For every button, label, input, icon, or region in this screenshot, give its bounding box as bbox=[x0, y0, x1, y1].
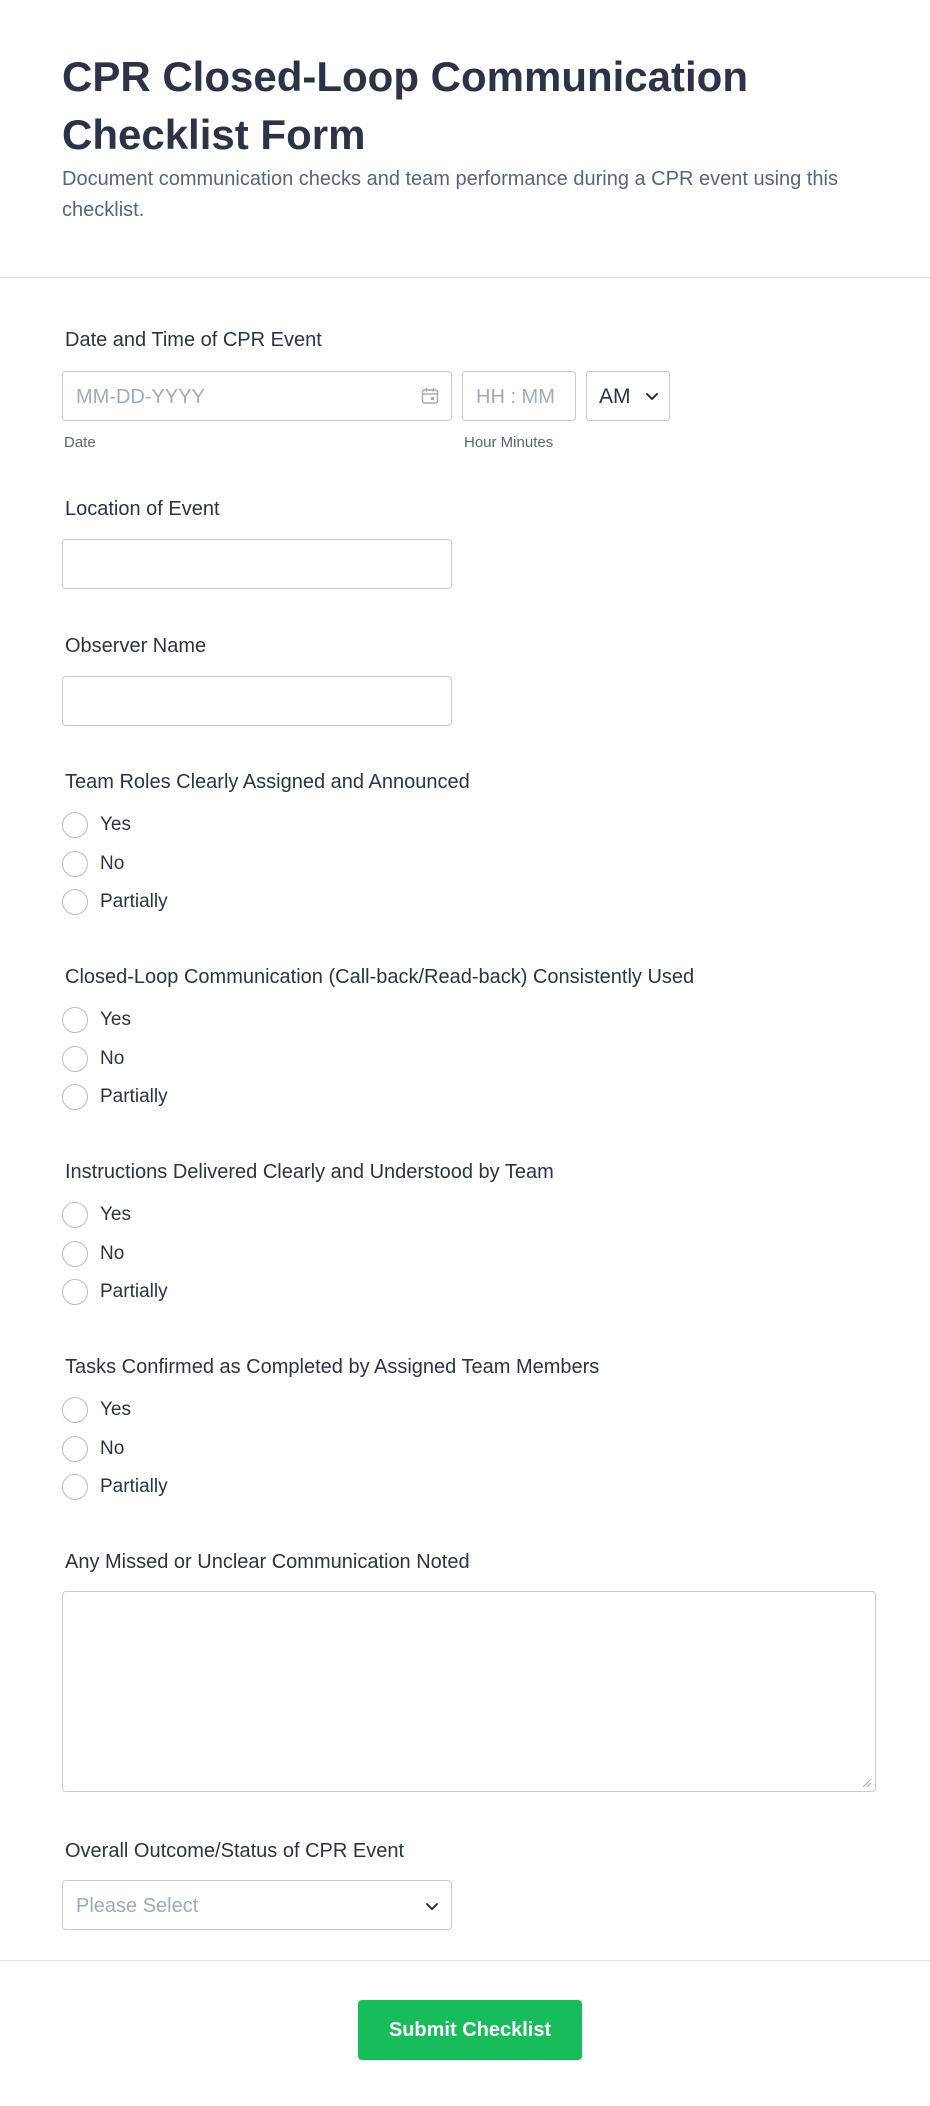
radio-label: Yes bbox=[100, 1204, 131, 1225]
datetime-label: Date and Time of CPR Event bbox=[65, 329, 322, 351]
radio-button[interactable] bbox=[62, 1474, 88, 1500]
radio-label: No bbox=[100, 853, 125, 874]
resize-handle-icon[interactable] bbox=[862, 1778, 872, 1788]
form-header bbox=[0, 0, 930, 278]
radio-button[interactable] bbox=[62, 812, 88, 838]
submit-checklist-button[interactable]: Submit Checklist bbox=[358, 2000, 582, 2060]
form-title: CPR Closed-Loop Communication Checklist Form bbox=[62, 53, 748, 158]
missed-communication-textarea[interactable] bbox=[62, 1591, 876, 1792]
time-placeholder: HH : MM bbox=[476, 386, 555, 408]
radio-button[interactable] bbox=[62, 1436, 88, 1462]
observer-name-input[interactable] bbox=[62, 676, 452, 726]
outcome-placeholder: Please Select bbox=[76, 1895, 199, 1917]
outcome-label: Overall Outcome/Status of CPR Event bbox=[65, 1840, 405, 1862]
location-label: Location of Event bbox=[65, 498, 220, 520]
radio-button[interactable] bbox=[62, 1241, 88, 1267]
question-instructions-label: Instructions Delivered Clearly and Understood by Team bbox=[65, 1161, 554, 1183]
ampm-value: AM bbox=[599, 385, 631, 408]
radio-label: Yes bbox=[100, 1009, 131, 1030]
observer-label: Observer Name bbox=[65, 635, 207, 657]
date-placeholder: MM-DD-YYYY bbox=[76, 386, 205, 408]
radio-button[interactable] bbox=[62, 1007, 88, 1033]
location-input[interactable] bbox=[62, 539, 452, 589]
radio-button[interactable] bbox=[62, 1279, 88, 1305]
radio-label: No bbox=[100, 1243, 125, 1264]
form-subtitle: Document communication checks and team performance during a CPR event using this checklist. bbox=[62, 168, 838, 221]
date-sublabel: Date bbox=[64, 434, 96, 451]
date-input[interactable] bbox=[62, 371, 452, 421]
radio-button[interactable] bbox=[62, 1202, 88, 1228]
notes-label: Any Missed or Unclear Communication Noted bbox=[65, 1551, 470, 1573]
radio-button[interactable] bbox=[62, 1397, 88, 1423]
time-sublabel: Hour Minutes bbox=[464, 434, 554, 451]
radio-button[interactable] bbox=[62, 851, 88, 877]
radio-label: No bbox=[100, 1438, 125, 1459]
chevron-down-icon bbox=[645, 392, 659, 401]
radio-label: Partially bbox=[100, 891, 168, 912]
radio-button[interactable] bbox=[62, 889, 88, 915]
radio-label: Partially bbox=[100, 1086, 168, 1107]
ampm-select[interactable] bbox=[586, 371, 670, 421]
radio-button[interactable] bbox=[62, 1046, 88, 1072]
radio-label: Yes bbox=[100, 814, 131, 835]
question-team-roles-label: Team Roles Clearly Assigned and Announced bbox=[65, 771, 470, 793]
chevron-down-icon bbox=[425, 1902, 439, 1911]
question-closed-loop-label: Closed-Loop Communication (Call-back/Read-back) Consistently Used bbox=[65, 966, 695, 988]
outcome-select[interactable] bbox=[62, 1880, 452, 1930]
radio-label: Yes bbox=[100, 1399, 131, 1420]
calendar-icon[interactable] bbox=[421, 387, 439, 405]
question-tasks-confirmed-label: Tasks Confirmed as Completed by Assigned Team Members bbox=[65, 1356, 600, 1378]
radio-button[interactable] bbox=[62, 1084, 88, 1110]
radio-label: Partially bbox=[100, 1281, 168, 1302]
radio-label: Partially bbox=[100, 1476, 168, 1497]
radio-label: No bbox=[100, 1048, 125, 1069]
time-input[interactable] bbox=[462, 371, 576, 421]
